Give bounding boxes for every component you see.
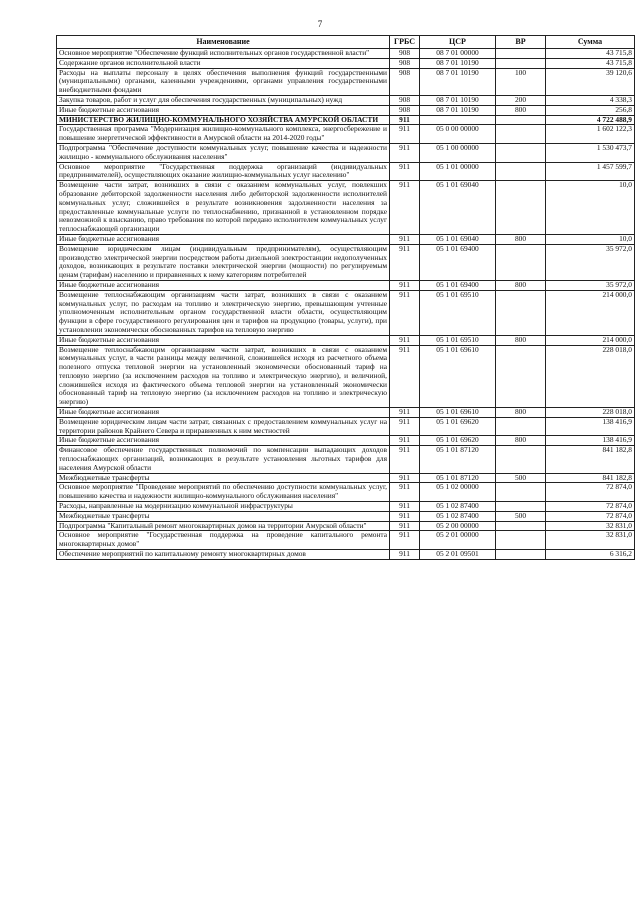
- cell-sum: 72 874,0: [546, 511, 635, 521]
- cell-grbs: 911: [390, 531, 420, 550]
- cell-csr: 05 1 02 87400: [420, 502, 496, 512]
- cell-csr: 08 7 01 00000: [420, 49, 496, 59]
- cell-grbs: 908: [390, 68, 420, 95]
- cell-sum: 32 831,0: [546, 531, 635, 550]
- cell-vr: 500: [496, 511, 546, 521]
- cell-csr: 05 1 01 69400: [420, 280, 496, 290]
- cell-grbs: 908: [390, 58, 420, 68]
- cell-csr: 05 1 02 87400: [420, 511, 496, 521]
- cell-grbs: 911: [390, 244, 420, 280]
- cell-vr: [496, 244, 546, 280]
- cell-vr: 800: [496, 436, 546, 446]
- cell-sum: 39 120,6: [546, 68, 635, 95]
- cell-grbs: 911: [390, 181, 420, 235]
- cell-csr: 05 1 01 87120: [420, 473, 496, 483]
- cell-csr: 05 1 01 00000: [420, 162, 496, 181]
- cell-name: Основное мероприятие "Государственная поддержка организаций (индивидуальных предпринимателей), осуществляющих оказание жилищно-коммунальных услуг населению": [57, 162, 390, 181]
- cell-csr: 05 1 01 69400: [420, 244, 496, 280]
- table-row: [57, 335, 635, 345]
- cell-vr: [496, 417, 546, 436]
- table-row: [57, 511, 635, 521]
- cell-csr: 05 1 01 87120: [420, 446, 496, 473]
- cell-csr: 08 7 01 10190: [420, 58, 496, 68]
- cell-vr: [496, 345, 546, 408]
- table-row: [57, 234, 635, 244]
- cell-name: Расходы, направленные на модернизацию коммунальной инфраструктуры: [57, 502, 390, 512]
- cell-name: МИНИСТЕРСТВО ЖИЛИЩНО-КОММУНАЛЬНОГО ХОЗЯЙСТВА АМУРСКОЙ ОБЛАСТИ: [57, 115, 390, 125]
- cell-csr: 05 1 01 69510: [420, 290, 496, 335]
- table-row: [57, 244, 635, 280]
- cell-grbs: 911: [390, 473, 420, 483]
- cell-vr: 800: [496, 234, 546, 244]
- header-grbs: ГРБС: [390, 36, 420, 49]
- cell-csr: 05 1 01 69610: [420, 408, 496, 418]
- cell-name: Государственная программа "Модернизация жилищно-коммунального комплекса, энергосбережение и повышение энергетической эффективности в Амурской области на 2014-2020 годы": [57, 125, 390, 144]
- cell-grbs: 911: [390, 345, 420, 408]
- table-row: [57, 502, 635, 512]
- budget-table: [56, 35, 635, 560]
- cell-vr: 800: [496, 280, 546, 290]
- cell-name: Иные бюджетные ассигнования: [57, 280, 390, 290]
- cell-name: Иные бюджетные ассигнования: [57, 408, 390, 418]
- cell-sum: 6 316,2: [546, 550, 635, 560]
- cell-name: Основное мероприятие "Проведение мероприятий по обеспечению доступности коммунальных услуг, повышению качества и надежности жилищно-коммунального обслуживания населения": [57, 483, 390, 502]
- cell-csr: 05 1 01 69620: [420, 436, 496, 446]
- cell-name: Иные бюджетные ассигнования: [57, 234, 390, 244]
- cell-csr: 05 1 00 00000: [420, 143, 496, 162]
- cell-csr: 05 0 00 00000: [420, 125, 496, 144]
- cell-grbs: 911: [390, 335, 420, 345]
- cell-csr: 05 1 02 00000: [420, 483, 496, 502]
- cell-name: Возмещение юридическим лицам (индивидуальным предпринимателям), осуществляющим производство электрической энергии посредством работы дизельной электростанции недополученных доходов, возникающих в результате поставки электрической энергии (мощности) по регулируемым ценам (тарифам) населению и приравненных к нему категориям потребителей: [57, 244, 390, 280]
- cell-grbs: 911: [390, 280, 420, 290]
- cell-grbs: 911: [390, 234, 420, 244]
- cell-csr: 05 1 01 69040: [420, 181, 496, 235]
- cell-sum: 256,8: [546, 105, 635, 115]
- cell-csr: 05 1 01 69040: [420, 234, 496, 244]
- cell-sum: 138 416,9: [546, 417, 635, 436]
- cell-sum: 841 182,8: [546, 446, 635, 473]
- table-row: [57, 49, 635, 59]
- cell-csr: 05 1 01 69510: [420, 335, 496, 345]
- cell-name: Возмещение части затрат, возникших в связи с оказанием коммунальных услуг, повлекших образование дебиторской задолженности населения либо дебиторской задолженности исполнителей коммунальных услуг, сложившейся в результате возникновения задолженности населения за предоставленные коммунальные услуги по теплоснабжению, признанной в установленном порядке невозможной к взысканию, право требования по которой передано исполнителем коммунальных услуг теплоснабжающей организации: [57, 181, 390, 235]
- cell-csr: 05 2 01 09501: [420, 550, 496, 560]
- cell-sum: 1 602 122,3: [546, 125, 635, 144]
- cell-name: Закупка товаров, работ и услуг для обеспечения государственных (муниципальных) нужд: [57, 95, 390, 105]
- cell-grbs: 911: [390, 483, 420, 502]
- cell-csr: 08 7 01 10190: [420, 68, 496, 95]
- cell-vr: 800: [496, 408, 546, 418]
- cell-sum: 228 018,0: [546, 345, 635, 408]
- cell-grbs: 908: [390, 95, 420, 105]
- table-row: [57, 531, 635, 550]
- header-sum: Сумма: [546, 36, 635, 49]
- table-row: [57, 105, 635, 115]
- cell-name: Иные бюджетные ассигнования: [57, 105, 390, 115]
- cell-vr: [496, 143, 546, 162]
- cell-grbs: 908: [390, 105, 420, 115]
- table-row: [57, 58, 635, 68]
- cell-grbs: 911: [390, 511, 420, 521]
- table-row: [57, 408, 635, 418]
- table-row: [57, 68, 635, 95]
- cell-sum: 35 972,0: [546, 244, 635, 280]
- cell-vr: [496, 162, 546, 181]
- cell-vr: [496, 550, 546, 560]
- table-row: [57, 290, 635, 335]
- cell-vr: [496, 290, 546, 335]
- cell-name: Основное мероприятие "Государственная поддержка на проведение капитального ремонта многоквартирных домов": [57, 531, 390, 550]
- cell-sum: 4 338,3: [546, 95, 635, 105]
- cell-vr: 800: [496, 105, 546, 115]
- cell-name: Межбюджетные трансферты: [57, 511, 390, 521]
- cell-name: Возмещение юридическим лицам части затрат, связанных с предоставлением коммунальных услуг на территории районов Крайнего Севера и приравненных к ним местностей: [57, 417, 390, 436]
- table-body: [57, 49, 635, 560]
- table-row: [57, 143, 635, 162]
- cell-vr: [496, 115, 546, 125]
- table-row: [57, 95, 635, 105]
- cell-csr: 08 7 01 10190: [420, 95, 496, 105]
- cell-vr: [496, 531, 546, 550]
- cell-vr: [496, 521, 546, 531]
- cell-sum: 72 874,0: [546, 502, 635, 512]
- cell-grbs: 911: [390, 162, 420, 181]
- cell-grbs: 911: [390, 502, 420, 512]
- table-row: [57, 181, 635, 235]
- cell-name: Иные бюджетные ассигнования: [57, 335, 390, 345]
- cell-vr: 500: [496, 473, 546, 483]
- cell-vr: [496, 58, 546, 68]
- cell-vr: [496, 49, 546, 59]
- cell-vr: 100: [496, 68, 546, 95]
- cell-vr: [496, 483, 546, 502]
- cell-vr: 200: [496, 95, 546, 105]
- cell-name: Межбюджетные трансферты: [57, 473, 390, 483]
- cell-sum: 214 000,0: [546, 335, 635, 345]
- table-row: [57, 550, 635, 560]
- table-row: [57, 446, 635, 473]
- cell-sum: 1 457 599,7: [546, 162, 635, 181]
- cell-grbs: 911: [390, 408, 420, 418]
- table-row: [57, 483, 635, 502]
- cell-grbs: 911: [390, 143, 420, 162]
- cell-name: Подпрограмма "Капитальный ремонт многоквартирных домов на территории Амурской области": [57, 521, 390, 531]
- cell-name: Финансовое обеспечение государственных полномочий по компенсации выпадающих доходов теплоснабжающих организаций, возникающих в результате установления льготных тарифов для населения Амурской области: [57, 446, 390, 473]
- cell-sum: 4 722 488,9: [546, 115, 635, 125]
- cell-sum: 32 831,0: [546, 521, 635, 531]
- cell-name: Возмещение теплоснабжающим организациям части затрат, возникших в связи с оказанием коммунальных услуг, по расходам на топливо и электрическую энергию, превышающим учтенные уполномоченным исполнительным органом государственной власти области, осуществляющим функции в сфере государственного регулирования цен и тарифов на продукцию (товары, услуги), при установлении экономически обоснованных тарифов на тепловую энергию: [57, 290, 390, 335]
- cell-csr: 05 1 01 69610: [420, 345, 496, 408]
- cell-sum: 72 874,0: [546, 483, 635, 502]
- cell-grbs: 911: [390, 446, 420, 473]
- cell-sum: 35 972,0: [546, 280, 635, 290]
- cell-name: Иные бюджетные ассигнования: [57, 436, 390, 446]
- cell-grbs: 908: [390, 49, 420, 59]
- cell-sum: 228 018,0: [546, 408, 635, 418]
- cell-csr: 08 7 01 10190: [420, 105, 496, 115]
- table-header-row: [57, 36, 635, 49]
- cell-name: Основное мероприятие "Обеспечение функций исполнительных органов государственной власти": [57, 49, 390, 59]
- cell-vr: [496, 446, 546, 473]
- cell-grbs: 911: [390, 417, 420, 436]
- cell-name: Содержание органов исполнительной власти: [57, 58, 390, 68]
- cell-vr: [496, 125, 546, 144]
- cell-sum: 43 715,8: [546, 49, 635, 59]
- cell-grbs: 911: [390, 436, 420, 446]
- cell-vr: [496, 502, 546, 512]
- page-number: 7: [317, 19, 323, 29]
- cell-csr: 05 2 01 00000: [420, 531, 496, 550]
- cell-vr: 800: [496, 335, 546, 345]
- cell-sum: 10,0: [546, 181, 635, 235]
- cell-sum: 138 416,9: [546, 436, 635, 446]
- header-vr: ВР: [496, 36, 546, 49]
- cell-grbs: 911: [390, 290, 420, 335]
- header-name: Наименование: [57, 36, 390, 49]
- cell-sum: 1 530 473,7: [546, 143, 635, 162]
- cell-name: Подпрограмма "Обеспечение доступности коммунальных услуг, повышение качества и надежности жилищно - коммунального обслуживания населения": [57, 143, 390, 162]
- cell-name: Возмещение теплоснабжающим организациям части затрат, возникших в связи с оказанием коммунальных услуг, в части разницы между величиной, сложившейся исходя из расчетного объема полезного отпуска тепловой энергии на установленный экономически обоснованный тариф на тепловую энергию (за исключением расходов на топливо и электрическую энергию), и величиной, сложившейся исходя из фактического объема тепловой энергии на установленный экономически обоснованный тариф на тепловую энергию (за исключением расходов на топливо и электрическую энергию): [57, 345, 390, 408]
- table-row: [57, 417, 635, 436]
- cell-grbs: 911: [390, 521, 420, 531]
- cell-sum: 214 000,0: [546, 290, 635, 335]
- table-row: [57, 125, 635, 144]
- table-row: [57, 162, 635, 181]
- cell-grbs: 911: [390, 125, 420, 144]
- cell-vr: [496, 181, 546, 235]
- cell-sum: 841 182,8: [546, 473, 635, 483]
- cell-csr: 05 1 01 69620: [420, 417, 496, 436]
- table-row: [57, 280, 635, 290]
- cell-grbs: 911: [390, 550, 420, 560]
- cell-sum: 43 715,8: [546, 58, 635, 68]
- cell-name: Обеспечение мероприятий по капитальному ремонту многоквартирных домов: [57, 550, 390, 560]
- cell-csr: 05 2 00 00000: [420, 521, 496, 531]
- table-row: [57, 345, 635, 408]
- cell-grbs: 911: [390, 115, 420, 125]
- header-csr: ЦСР: [420, 36, 496, 49]
- cell-name: Расходы на выплаты персоналу в целях обеспечения выполнения функций государственными (муниципальными) органами, казенными учреждениями, органами управления государственными внебюджетными фондами: [57, 68, 390, 95]
- cell-sum: 10,0: [546, 234, 635, 244]
